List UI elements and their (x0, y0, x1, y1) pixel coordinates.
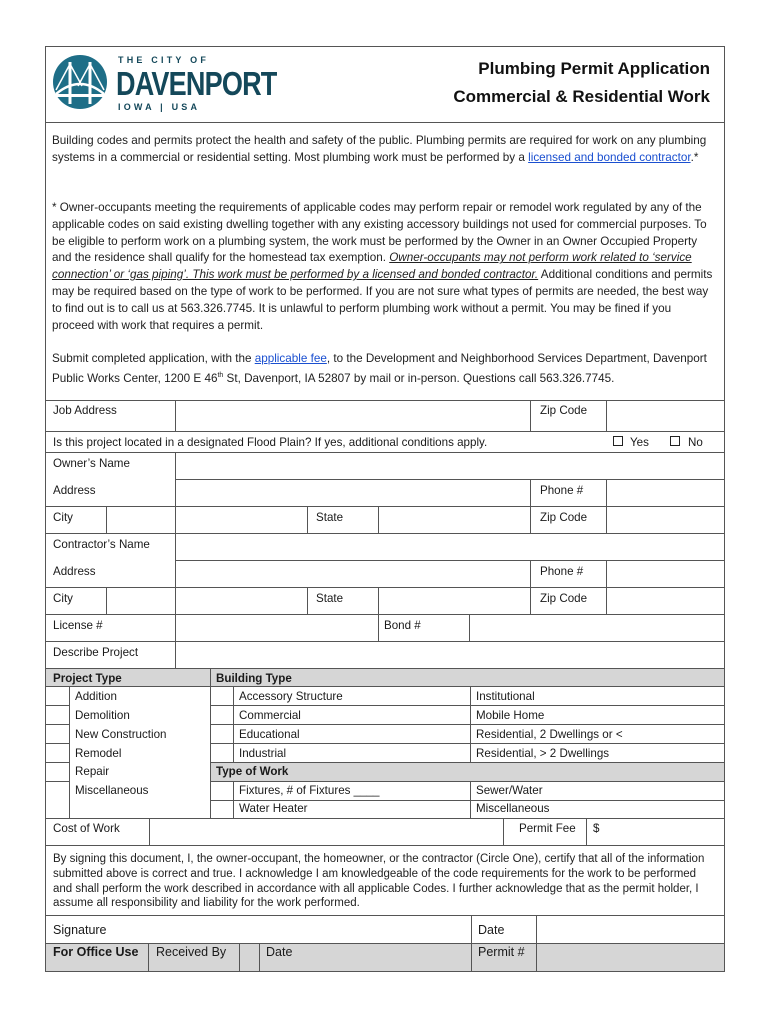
city-logo (52, 54, 277, 112)
intro-p3-sup: th (217, 371, 224, 379)
dollar-sign: $ (593, 822, 600, 835)
building-type-item: Residential, 2 Dwellings or < (476, 728, 623, 741)
contractor-zip-label: Zip Code (540, 592, 588, 605)
contractor-name-input[interactable] (176, 534, 724, 560)
page-title-line2: Commercial & Residential Work (453, 87, 710, 106)
project-type-header: Project Type (53, 672, 122, 685)
contractor-city-label: City (53, 592, 73, 605)
permit-fee-input[interactable] (604, 819, 724, 845)
work-water-heater-checkbox[interactable] (211, 801, 233, 818)
intro-paragraph-1 (52, 133, 716, 167)
intro-paragraph-2 (52, 200, 716, 334)
project-type-item: Repair (75, 765, 110, 778)
building-mobile-home-checkbox[interactable] (450, 706, 470, 724)
project-type-misc-checkbox[interactable] (46, 782, 69, 800)
flood-yes-checkbox[interactable] (613, 436, 623, 446)
project-type-item: Remodel (75, 747, 122, 760)
job-address-label: Job Address (53, 404, 117, 417)
cost-of-work-input[interactable] (150, 819, 503, 845)
contractor-state-input[interactable] (379, 588, 530, 614)
building-type-item: Residential, > 2 Dwellings (476, 747, 610, 760)
logo-bottom-text: IOWA | USA (118, 102, 201, 112)
work-misc-checkbox[interactable] (450, 801, 470, 818)
office-date-label: Date (266, 945, 293, 959)
header-divider (45, 122, 725, 123)
work-type-item: Fixtures, # of Fixtures ____ (239, 784, 380, 797)
owner-address-input[interactable] (176, 480, 530, 506)
bond-input[interactable] (470, 615, 724, 641)
flood-no-label: No (688, 436, 703, 449)
owner-name-input[interactable] (176, 453, 724, 479)
building-institutional-checkbox[interactable] (450, 687, 470, 705)
work-fixtures-checkbox[interactable] (211, 782, 233, 800)
project-type-item: Demolition (75, 709, 130, 722)
permit-fee-label: Permit Fee (519, 822, 576, 835)
contractor-address-label: Address (53, 565, 96, 578)
intro-p3-mid: , to the Development and Neighborhood Services Department, Davenport Public Works Center, 1200 E 46 (52, 352, 707, 385)
received-by-label: Received By (156, 945, 227, 959)
project-type-demolition-checkbox[interactable] (46, 706, 69, 724)
owner-phone-input[interactable] (607, 480, 724, 506)
logo-top-text: THE CITY OF (118, 55, 210, 65)
building-commercial-checkbox[interactable] (211, 706, 233, 724)
work-type-item: Water Heater (239, 802, 308, 815)
contractor-city-input[interactable] (107, 588, 307, 614)
signature-date-label: Date (478, 923, 505, 937)
owner-state-label: State (316, 511, 344, 524)
license-input[interactable] (176, 615, 378, 641)
work-type-item: Sewer/Water (476, 784, 543, 797)
license-label: License # (53, 619, 103, 632)
building-type-item: Mobile Home (476, 709, 545, 722)
project-type-addition-checkbox[interactable] (46, 687, 69, 705)
licensed-contractor-link[interactable]: licensed and bonded contractor (528, 150, 691, 164)
bridge-emblem-icon (52, 54, 108, 110)
permit-number-label: Permit # (478, 945, 525, 959)
intro-p2-warning: Owner-occupants may not perform work related to ‘service connection’ or ‘gas piping’. This work must be performed by a licensed and bonded contractor. (52, 251, 692, 282)
owner-city-input[interactable] (107, 507, 307, 533)
building-type-item: Commercial (239, 709, 301, 722)
flood-no-checkbox[interactable] (670, 436, 680, 446)
building-res-gt2-checkbox[interactable] (450, 744, 470, 762)
building-industrial-checkbox[interactable] (211, 744, 233, 762)
contractor-address-input[interactable] (176, 561, 530, 587)
building-type-item: Educational (239, 728, 300, 741)
signature-label: Signature (53, 923, 107, 937)
intro-paragraph-3 (52, 351, 716, 387)
building-type-item: Industrial (239, 747, 287, 760)
intro-p1-text: Building codes and permits protect the health and safety of the public. Plumbing permits are required for work on any plumbing systems in a commercial or residential setting. Most plumbing work must be performed by a (52, 134, 707, 164)
contractor-state-label: State (316, 592, 344, 605)
page-title-line1: Plumbing Permit Application (478, 59, 710, 78)
intro-p3-start: Submit completed application, with the (52, 352, 255, 365)
owner-state-input[interactable] (379, 507, 530, 533)
building-accessory-checkbox[interactable] (211, 687, 233, 705)
building-type-header: Building Type (216, 672, 292, 685)
project-type-item: Addition (75, 690, 117, 703)
contractor-phone-label: Phone # (540, 565, 584, 578)
contractor-name-label: Contractor’s Name (53, 538, 150, 551)
intro-p3-end: St, Davenport, IA 52807 by mail or in-person. Questions call 563.326.7745. (223, 371, 615, 385)
intro-p1-end: .* (690, 150, 699, 164)
flood-yes-label: Yes (630, 436, 649, 449)
office-use-label: For Office Use (53, 945, 139, 959)
owner-phone-label: Phone # (540, 484, 584, 497)
describe-project-label: Describe Project (53, 646, 139, 659)
owner-zip-label: Zip Code (540, 511, 588, 524)
cost-of-work-label: Cost of Work (53, 822, 120, 835)
owner-name-label: Owner’s Name (53, 457, 130, 470)
job-address-input[interactable] (176, 401, 530, 431)
work-type-item: Miscellaneous (476, 802, 550, 815)
describe-project-input[interactable] (176, 642, 724, 668)
owner-address-label: Address (53, 484, 96, 497)
project-type-item: Miscellaneous (75, 784, 149, 797)
building-type-item: Institutional (476, 690, 535, 703)
type-of-work-header: Type of Work (216, 765, 289, 778)
job-zip-input[interactable] (607, 401, 724, 431)
owner-city-label: City (53, 511, 73, 524)
owner-zip-input[interactable] (607, 507, 724, 533)
project-type-new-construction-checkbox[interactable] (46, 725, 69, 743)
project-type-item: New Construction (75, 728, 167, 741)
logo-city-name: DAVENPORT (116, 65, 277, 102)
intro-p2-tail: Additional conditions and permits may be required based on the type of work to be performed. If you are not sure what types of permits are needed, the best way to find out is to call us at 563.326.7745. It is unlawful to perform plumbing work without a permit. You may be fined if you proceed with work that requires a permit. (52, 268, 713, 332)
contractor-zip-input[interactable] (607, 588, 724, 614)
work-sewer-checkbox[interactable] (450, 782, 470, 800)
building-res-2-checkbox[interactable] (450, 725, 470, 743)
job-zip-label: Zip Code (540, 404, 588, 417)
contractor-phone-input[interactable] (607, 561, 724, 587)
applicable-fee-link[interactable]: applicable fee (254, 352, 327, 365)
building-educational-checkbox[interactable] (211, 725, 233, 743)
certification-text: By signing this document, I, the owner-occupant, the homeowner, or the contractor (Circle One), certify that all of the information submitted above is correct and true. I acknowledge I am knowledgeable of the code requirements for the work to be performed and shall perform the work described in accordance with all applicable Codes. I further acknowledge that as the permit holder, I assume all responsibility and liability for the work performed. (53, 853, 705, 910)
signature-input[interactable] (46, 916, 471, 943)
building-type-item: Accessory Structure (239, 690, 343, 703)
intro-p2-text: * Owner-occupants meeting the requirements of applicable codes may perform repair or remodel work regulated by any of the applicable codes on said existing dwelling together with any existing accessory buildings not used for commercial purposes. To be eligible to perform work on a plumbing system, the work must be performed by the Owner in an Owner Occupied Property and the residence shall qualify for the homestead tax exemption. (52, 201, 707, 265)
project-type-remodel-checkbox[interactable] (46, 744, 69, 762)
signature-date-input[interactable] (537, 916, 724, 943)
project-type-repair-checkbox[interactable] (46, 763, 69, 781)
flood-plain-question: Is this project located in a designated Flood Plain? If yes, additional conditions apply. (53, 436, 488, 449)
bond-label: Bond # (384, 619, 421, 632)
